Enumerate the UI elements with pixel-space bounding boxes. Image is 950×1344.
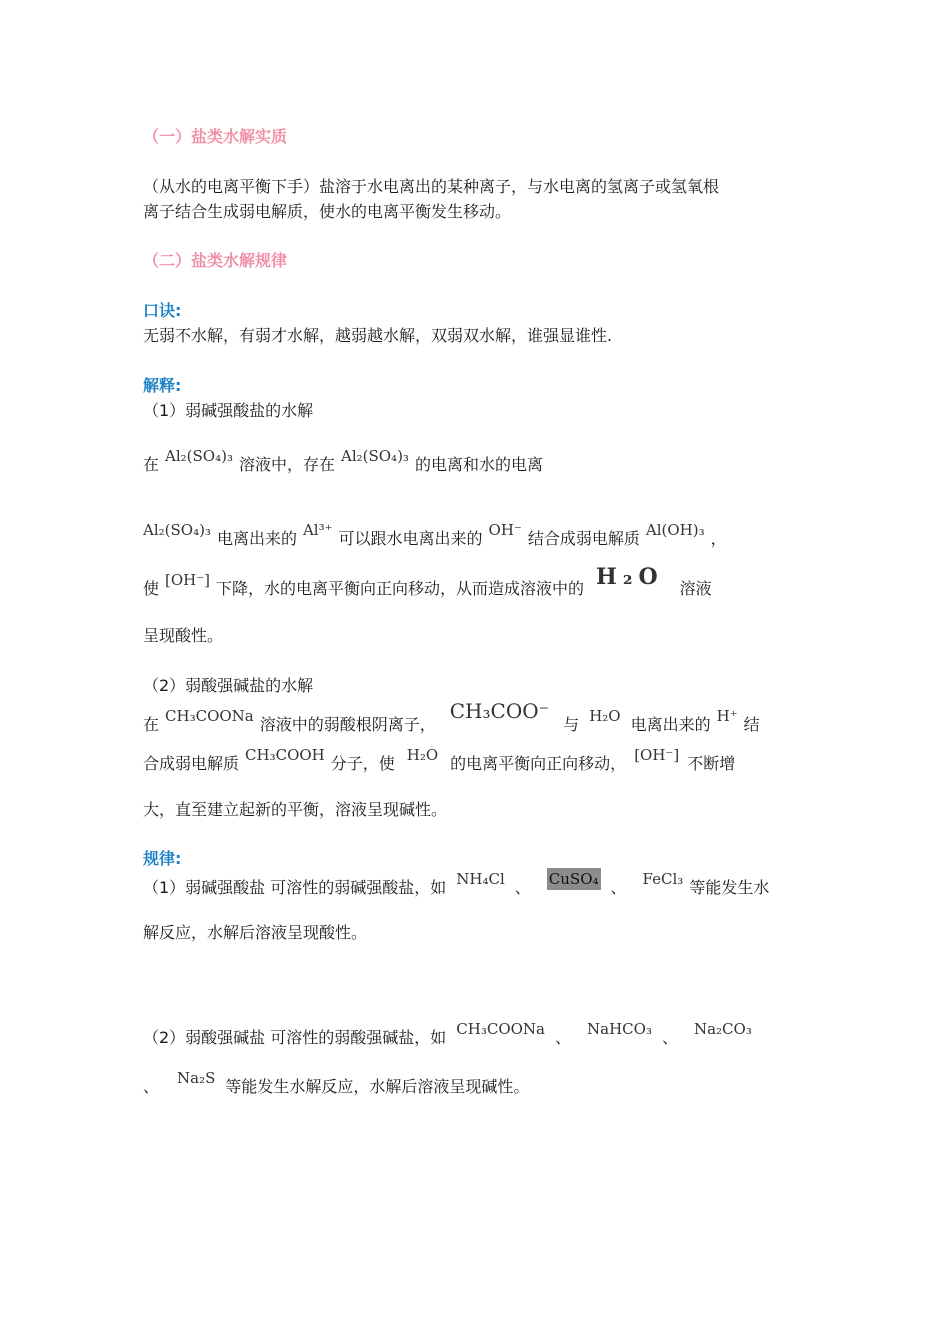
separator: 、	[661, 1028, 678, 1047]
text: 等能发生水	[689, 878, 770, 897]
formula-al2so43: Al₂(SO₄)₃	[340, 447, 409, 465]
text: 结合成弱电解质	[527, 529, 640, 548]
separator: 、	[514, 878, 531, 897]
formula-al3plus: Al³⁺	[302, 521, 333, 539]
rule2-line-2	[143, 1069, 530, 1098]
text: 不断增	[687, 754, 736, 773]
formula-ch3cooh: CH₃COOH	[245, 746, 325, 764]
text: 电离出来的	[216, 529, 297, 548]
heading-rules: （二）盐类水解规律	[143, 251, 288, 270]
line-acidic: 呈现酸性。	[143, 626, 224, 645]
text: 合成弱电解质	[143, 754, 240, 773]
formula-h2o: H₂O	[406, 746, 439, 764]
formula-na2s: Na₂S	[177, 1069, 216, 1087]
heading-essence: （一）盐类水解实质	[143, 127, 288, 146]
formula-oh-concentration: [OH⁻]	[634, 746, 680, 764]
line-al2so43-solution	[143, 447, 543, 476]
text: （1）弱碱强酸盐 可溶性的弱碱强酸盐，如	[143, 878, 447, 897]
text: 的电离平衡向正向移动，	[450, 754, 627, 773]
text: 溶液	[679, 579, 712, 598]
text: 结	[743, 715, 760, 734]
formula-ch3coona: CH₃COONa	[165, 707, 254, 725]
text: 与	[563, 715, 580, 734]
separator: 、	[555, 1028, 572, 1047]
formula-ch3coo-minus: CH₃COO⁻	[449, 699, 550, 723]
formula-nahco3: NaHCO₃	[587, 1020, 652, 1038]
formula-oh-concentration: [OH⁻]	[165, 571, 211, 589]
formula-ch3coona: CH₃COONa	[456, 1020, 545, 1038]
formula-h2o: H₂O	[596, 564, 664, 590]
line-ch3cooh	[143, 746, 736, 775]
separator: 、	[143, 1077, 160, 1096]
rule-label: 规律:	[143, 849, 182, 868]
text: 在	[143, 455, 160, 474]
text: 等能发生水解反应，水解后溶液呈现碱性。	[225, 1077, 530, 1096]
formula-fecl3: FeCl₃	[642, 870, 684, 888]
formula-cuso4: CuSO₄	[548, 870, 599, 888]
rule1-line-2: 解反应，水解后溶液呈现酸性。	[143, 923, 368, 942]
line-basic: 大，直至建立起新的平衡，溶液呈现碱性。	[143, 800, 448, 819]
explanation-label: 解释:	[143, 376, 182, 395]
formula-nh4cl: NH₄Cl	[456, 870, 505, 888]
formula-h-plus: H⁺	[716, 707, 738, 725]
formula-aloh3: Al(OH)₃	[645, 521, 705, 539]
formula-oh-minus: OH⁻	[488, 521, 522, 539]
rule1-line-1	[143, 870, 770, 899]
text: 在	[143, 715, 160, 734]
rule2-line-1	[143, 1020, 752, 1049]
text: 分子，使	[330, 754, 395, 773]
text: 的电离和水的电离	[414, 455, 543, 474]
paragraph-essence-line-1: （从水的电离平衡下手）盐溶于水电离出的某种离子，与水电离的氢离子或氢氧根	[143, 177, 720, 196]
line-ch3coona-solution	[143, 699, 760, 736]
line-oh-decrease	[143, 564, 712, 600]
formula-na2co3: Na₂CO₃	[693, 1020, 752, 1038]
item2-title: （2）弱酸强碱盐的水解	[143, 676, 314, 695]
formula-h2o: H₂O	[589, 707, 621, 725]
item1-title: （1）弱碱强酸盐的水解	[143, 401, 314, 420]
separator: 、	[610, 878, 627, 897]
mnemonic-text: 无弱不水解，有弱才水解，越弱越水解，双弱双水解，谁强显谁性.	[143, 326, 613, 345]
formula-al2so43: Al₂(SO₄)₃	[143, 521, 211, 539]
line-al3-combination	[143, 521, 727, 550]
mnemonic-label: 口诀:	[143, 301, 182, 320]
text: 溶液中的弱酸根阴离子，	[259, 715, 436, 734]
text: 电离出来的	[630, 715, 711, 734]
paragraph-essence-line-2: 离子结合生成弱电解质，使水的电离平衡发生移动。	[143, 202, 512, 221]
text: 可以跟水电离出来的	[338, 529, 483, 548]
text: （2）弱酸强碱盐 可溶性的弱酸强碱盐，如	[143, 1028, 447, 1047]
text: 使	[143, 579, 160, 598]
text: 下降，水的电离平衡向正向移动，从而造成溶液中的	[216, 579, 585, 598]
formula-al2so43: Al₂(SO₄)₃	[165, 447, 233, 465]
text: ，	[710, 529, 727, 548]
text: 溶液中，存在	[238, 455, 335, 474]
